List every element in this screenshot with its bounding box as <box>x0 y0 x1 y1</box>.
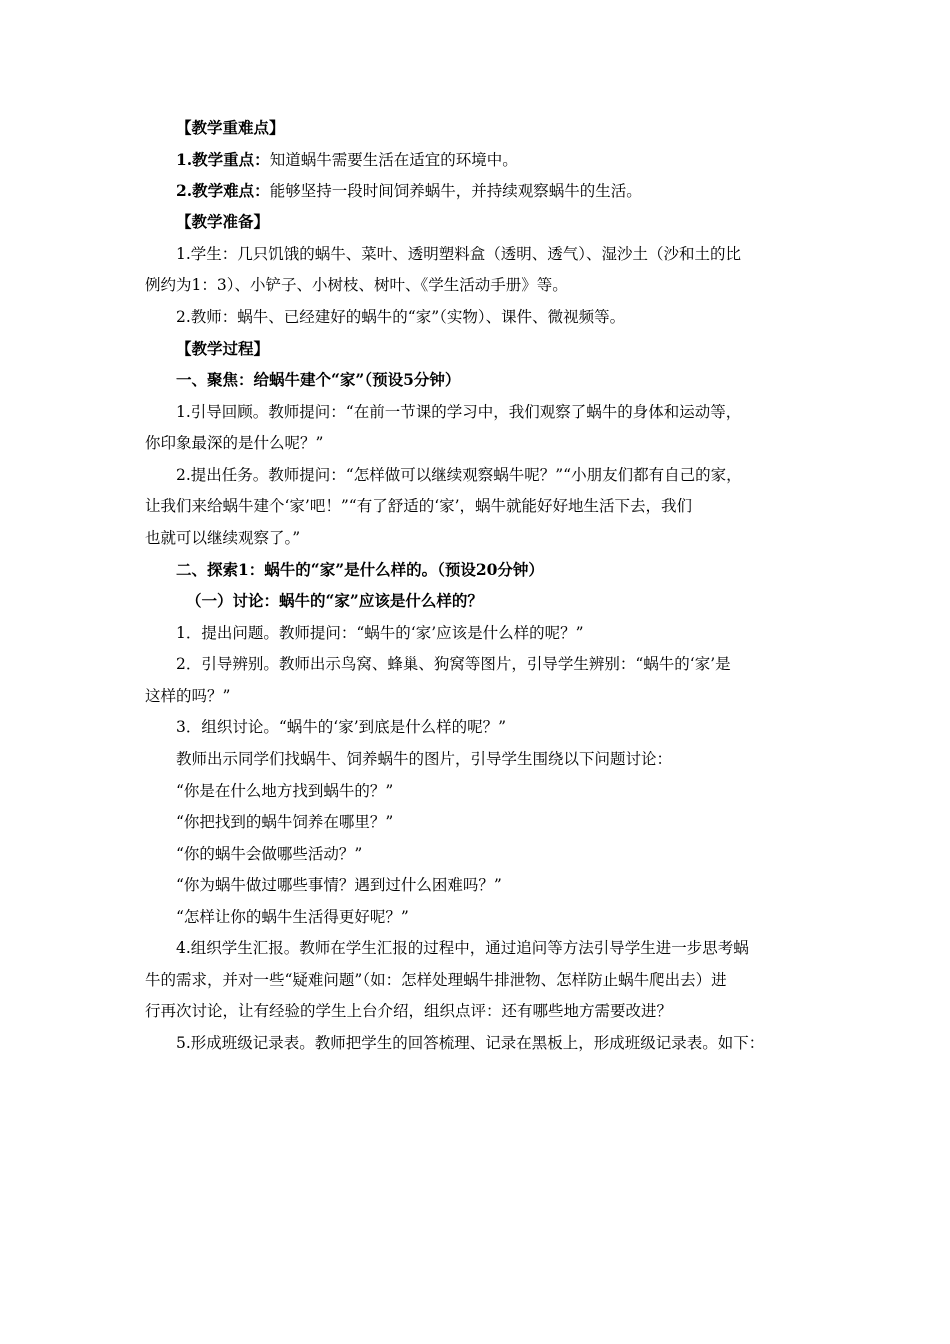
question-5: “怎样让你的蜗牛生活得更好呢？” <box>176 908 409 926</box>
key-point-1-text: 知道蜗牛需要生活在适宜的环境中。 <box>269 151 518 169</box>
key-point-1-label: 1.教学重点： <box>176 150 270 169</box>
key-point-2-label: 2.教学难点： <box>176 181 270 200</box>
prep-1-line-2: 例约为1：3）、小铲子、小树枝、树叶、《学生活动手册》等。 <box>145 276 568 294</box>
key-point-2 <box>176 181 846 201</box>
heading-process: 【教学过程】 <box>176 339 270 358</box>
heading-key-points: 【教学重难点】 <box>176 118 285 137</box>
discussion-4-line-2: 牛的需求，并对一些“疑难问题”（如：怎样处理蜗牛排泄物、怎样防止蜗牛爬出去）进 <box>145 971 727 989</box>
discussion-1: 1．提出问题。教师提问：“蜗牛的‘家’应该是什么样的呢？” <box>176 624 584 642</box>
s1-para-2-line-2: 让我们来给蜗牛建个‘家’吧！”“有了舒适的‘家’，蜗牛就能好好地生活下去，我们 <box>145 497 693 515</box>
discussion-4-line-1: 4.组织学生汇报。教师在学生汇报的过程中，通过追问等方法引导学生进一步思考蜗 <box>176 939 749 957</box>
s1-para-2-line-1: 2.提出任务。教师提问：“怎样做可以继续观察蜗牛呢？”“小朋友们都有自己的家， <box>176 466 742 484</box>
discussion-2-line-2: 这样的吗？” <box>145 687 231 705</box>
prep-2: 2.教师：蜗牛、已经建好的蜗牛的“家”（实物）、课件、微视频等。 <box>176 308 626 326</box>
question-2: “你把找到的蜗牛饲养在哪里？” <box>176 813 394 831</box>
question-1: “你是在什么地方找到蜗牛的？” <box>176 782 394 800</box>
discussion-3: 3．组织讨论。“蜗牛的‘家’到底是什么样的呢？” <box>176 718 507 736</box>
s1-para-1-line-2: 你印象最深的是什么呢？” <box>145 434 324 452</box>
prep-1-line-1: 1.学生：几只饥饿的蜗牛、菜叶、透明塑料盒（透明、透气）、湿沙土（沙和土的比 <box>176 245 742 263</box>
discussion-2-line-1: 2．引导辨别。教师出示鸟窝、蜂巢、狗窝等图片，引导学生辨别：“蜗牛的‘家’是 <box>176 655 731 673</box>
subsection-1-title: （一）讨论：蜗牛的“家”应该是什么样的？ <box>186 591 483 610</box>
question-3: “你的蜗牛会做哪些活动？” <box>176 845 363 863</box>
discussion-3-intro: 教师出示同学们找蜗牛、饲养蜗牛的图片，引导学生围绕以下问题讨论： <box>176 750 673 768</box>
key-point-1 <box>176 150 846 170</box>
key-point-2-text: 能够坚持一段时间饲养蜗牛，并持续观察蜗牛的生活。 <box>269 182 642 200</box>
question-4: “你为蜗牛做过哪些事情？遇到过什么困难吗？” <box>176 876 502 894</box>
heading-preparation: 【教学准备】 <box>176 212 270 231</box>
section-2-title: 二、探索1：蜗牛的“家”是什么样的。（预设20分钟） <box>176 560 544 579</box>
section-1-title: 一、聚焦：给蜗牛建个“家”（预设5分钟） <box>176 370 461 389</box>
discussion-4-line-3: 行再次讨论，让有经验的学生上台介绍，组织点评：还有哪些地方需要改进？ <box>145 1002 673 1020</box>
discussion-5: 5.形成班级记录表。教师把学生的回答梳理、记录在黑板上，形成班级记录表。如下： <box>176 1034 765 1052</box>
s1-para-2-line-3: 也就可以继续观察了。” <box>145 529 301 547</box>
s1-para-1-line-1: 1.引导回顾。教师提问：“在前一节课的学习中，我们观察了蜗牛的身体和运动等， <box>176 403 742 421</box>
